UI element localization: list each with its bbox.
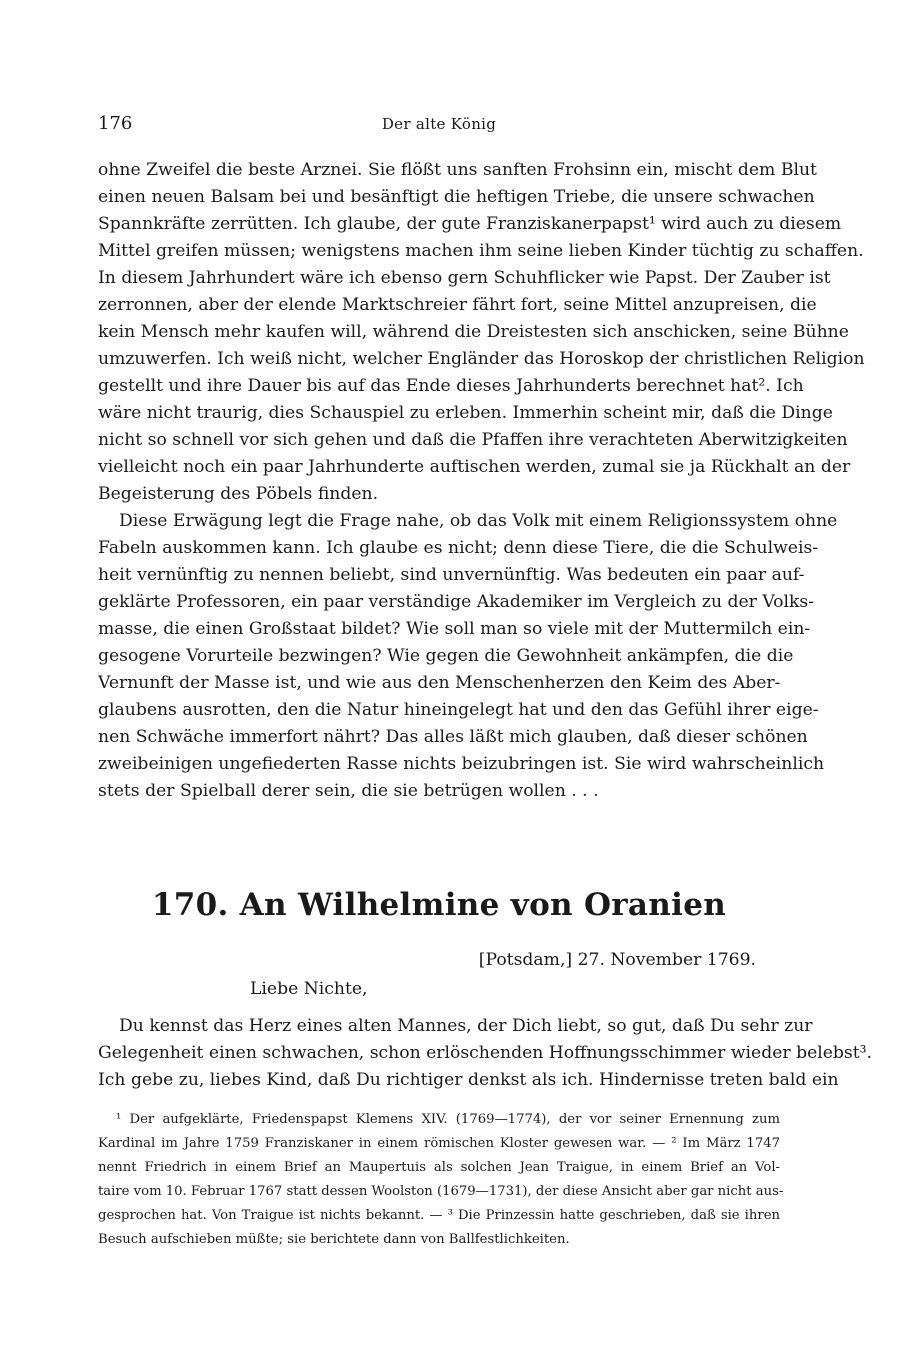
page-number: 176 (98, 113, 133, 134)
footnotes (98, 1108, 784, 1252)
text-line: masse, die einen Großstaat bildet? Wie soll man so viele mit der Muttermilch ein- (98, 619, 811, 639)
body-paragraph-1 (98, 157, 865, 508)
footnote-line: Besuch aufschieben müßte; sie berichtete dann von Ballfestlichkeiten. (98, 1232, 570, 1247)
footnote-line: Kardinal im Jahre 1759 Franziskaner in einem römischen Kloster gewesen war. — ² Im März 1747 (98, 1136, 780, 1151)
text-line: ohne Zweifel die beste Arznei. Sie flößt uns sanften Frohsinn ein, mischt dem Blut (98, 160, 817, 180)
footnote-line: taire vom 10. Februar 1767 statt dessen Woolston (1679—1731), der diese Ansicht aber gar nicht aus- (98, 1184, 784, 1199)
text-line: Spannkräfte zerrütten. Ich glaube, der gute Franziskanerpapst¹ wird auch zu diesem (98, 214, 842, 234)
running-head (98, 113, 780, 137)
text-line: vielleicht noch ein paar Jahrhunderte auftischen werden, zumal sie ja Rückhalt an der (98, 457, 851, 477)
text-line: nen Schwäche immerfort nährt? Das alles läßt mich glauben, daß dieser schönen (98, 727, 808, 747)
letter-dateline: [Potsdam,] 27. November 1769. (478, 950, 756, 970)
text-line: Begeisterung des Pöbels finden. (98, 484, 379, 504)
text-line: umzuwerfen. Ich weiß nicht, welcher Engländer das Horoskop der christlichen Religion (98, 349, 865, 369)
text-line: Fabeln auskommen kann. Ich glaube es nicht; denn diese Tiere, die die Schulweis- (98, 538, 819, 558)
text-line: Vernunft der Masse ist, und wie aus den Menschenherzen den Keim des Aber- (98, 673, 781, 693)
footnote-line: gesprochen hat. Von Traigue ist nichts bekannt. — ³ Die Prinzessin hatte geschrieben, daß sie ihren (98, 1208, 780, 1223)
text-line: kein Mensch mehr kaufen will, während die Dreistesten sich anschicken, seine Bühne (98, 322, 849, 342)
letter-heading: 170. An Wilhelmine von Oranien (151, 887, 727, 923)
text-line: heit vernünftig zu nennen beliebt, sind unvernünftig. Was bedeuten ein paar auf- (98, 565, 805, 585)
text-line: stets der Spielball derer sein, die sie betrügen wollen . . . (98, 781, 599, 801)
text-line: geklärte Professoren, ein paar verständige Akademiker im Vergleich zu der Volks- (98, 592, 815, 612)
running-title: Der alte König (381, 115, 497, 133)
text-line: zerronnen, aber der elende Marktschreier fährt fort, seine Mittel anzupreisen, die (98, 295, 817, 315)
body-paragraph-2 (98, 508, 838, 805)
text-line: Du kennst das Herz eines alten Mannes, der Dich liebt, so gut, daß Du sehr zur (119, 1016, 813, 1036)
letter-body (98, 1013, 872, 1094)
text-line: Diese Erwägung legt die Frage nahe, ob das Volk mit einem Religionssystem ohne (119, 511, 838, 531)
letter-salutation: Liebe Nichte, (250, 979, 368, 999)
text-line: glaubens ausrotten, den die Natur hineingelegt hat und den das Gefühl ihrer eige- (98, 700, 819, 720)
footnote-line: ¹ Der aufgeklärte, Friedenspapst Klemens XIV. (1769—1774), der vor seiner Ernennung zum (116, 1112, 780, 1127)
text-line: einen neuen Balsam bei und besänftigt die heftigen Triebe, die unsere schwachen (98, 187, 815, 207)
text-line: gestellt und ihre Dauer bis auf das Ende dieses Jahrhunderts berechnet hat². Ich (98, 376, 804, 396)
text-line: nicht so schnell vor sich gehen und daß die Pfaffen ihre verachteten Aberwitzigkeiten (98, 430, 848, 450)
text-line: In diesem Jahrhundert wäre ich ebenso gern Schuhflicker wie Papst. Der Zauber ist (98, 268, 831, 288)
text-line: Mittel greifen müssen; wenigstens machen ihm seine lieben Kinder tüchtig zu schaffen. (98, 241, 864, 261)
text-line: Ich gebe zu, liebes Kind, daß Du richtiger denkst als ich. Hindernisse treten bald ein (98, 1070, 839, 1090)
footnote-line: nennt Friedrich in einem Brief an Maupertuis als solchen Jean Traigue, in einem Brief an Vol- (98, 1160, 780, 1175)
text-line: wäre nicht traurig, dies Schauspiel zu erleben. Immerhin scheint mir, daß die Dinge (98, 403, 833, 423)
text-line: gesogene Vorurteile bezwingen? Wie gegen die Gewohnheit ankämpfen, die die (98, 646, 794, 666)
text-line: Gelegenheit einen schwachen, schon erlöschenden Hoffnungsschimmer wieder belebst³. (98, 1043, 872, 1063)
text-line: zweibeinigen ungefiederten Rasse nichts beizubringen ist. Sie wird wahrscheinlich (98, 754, 825, 774)
